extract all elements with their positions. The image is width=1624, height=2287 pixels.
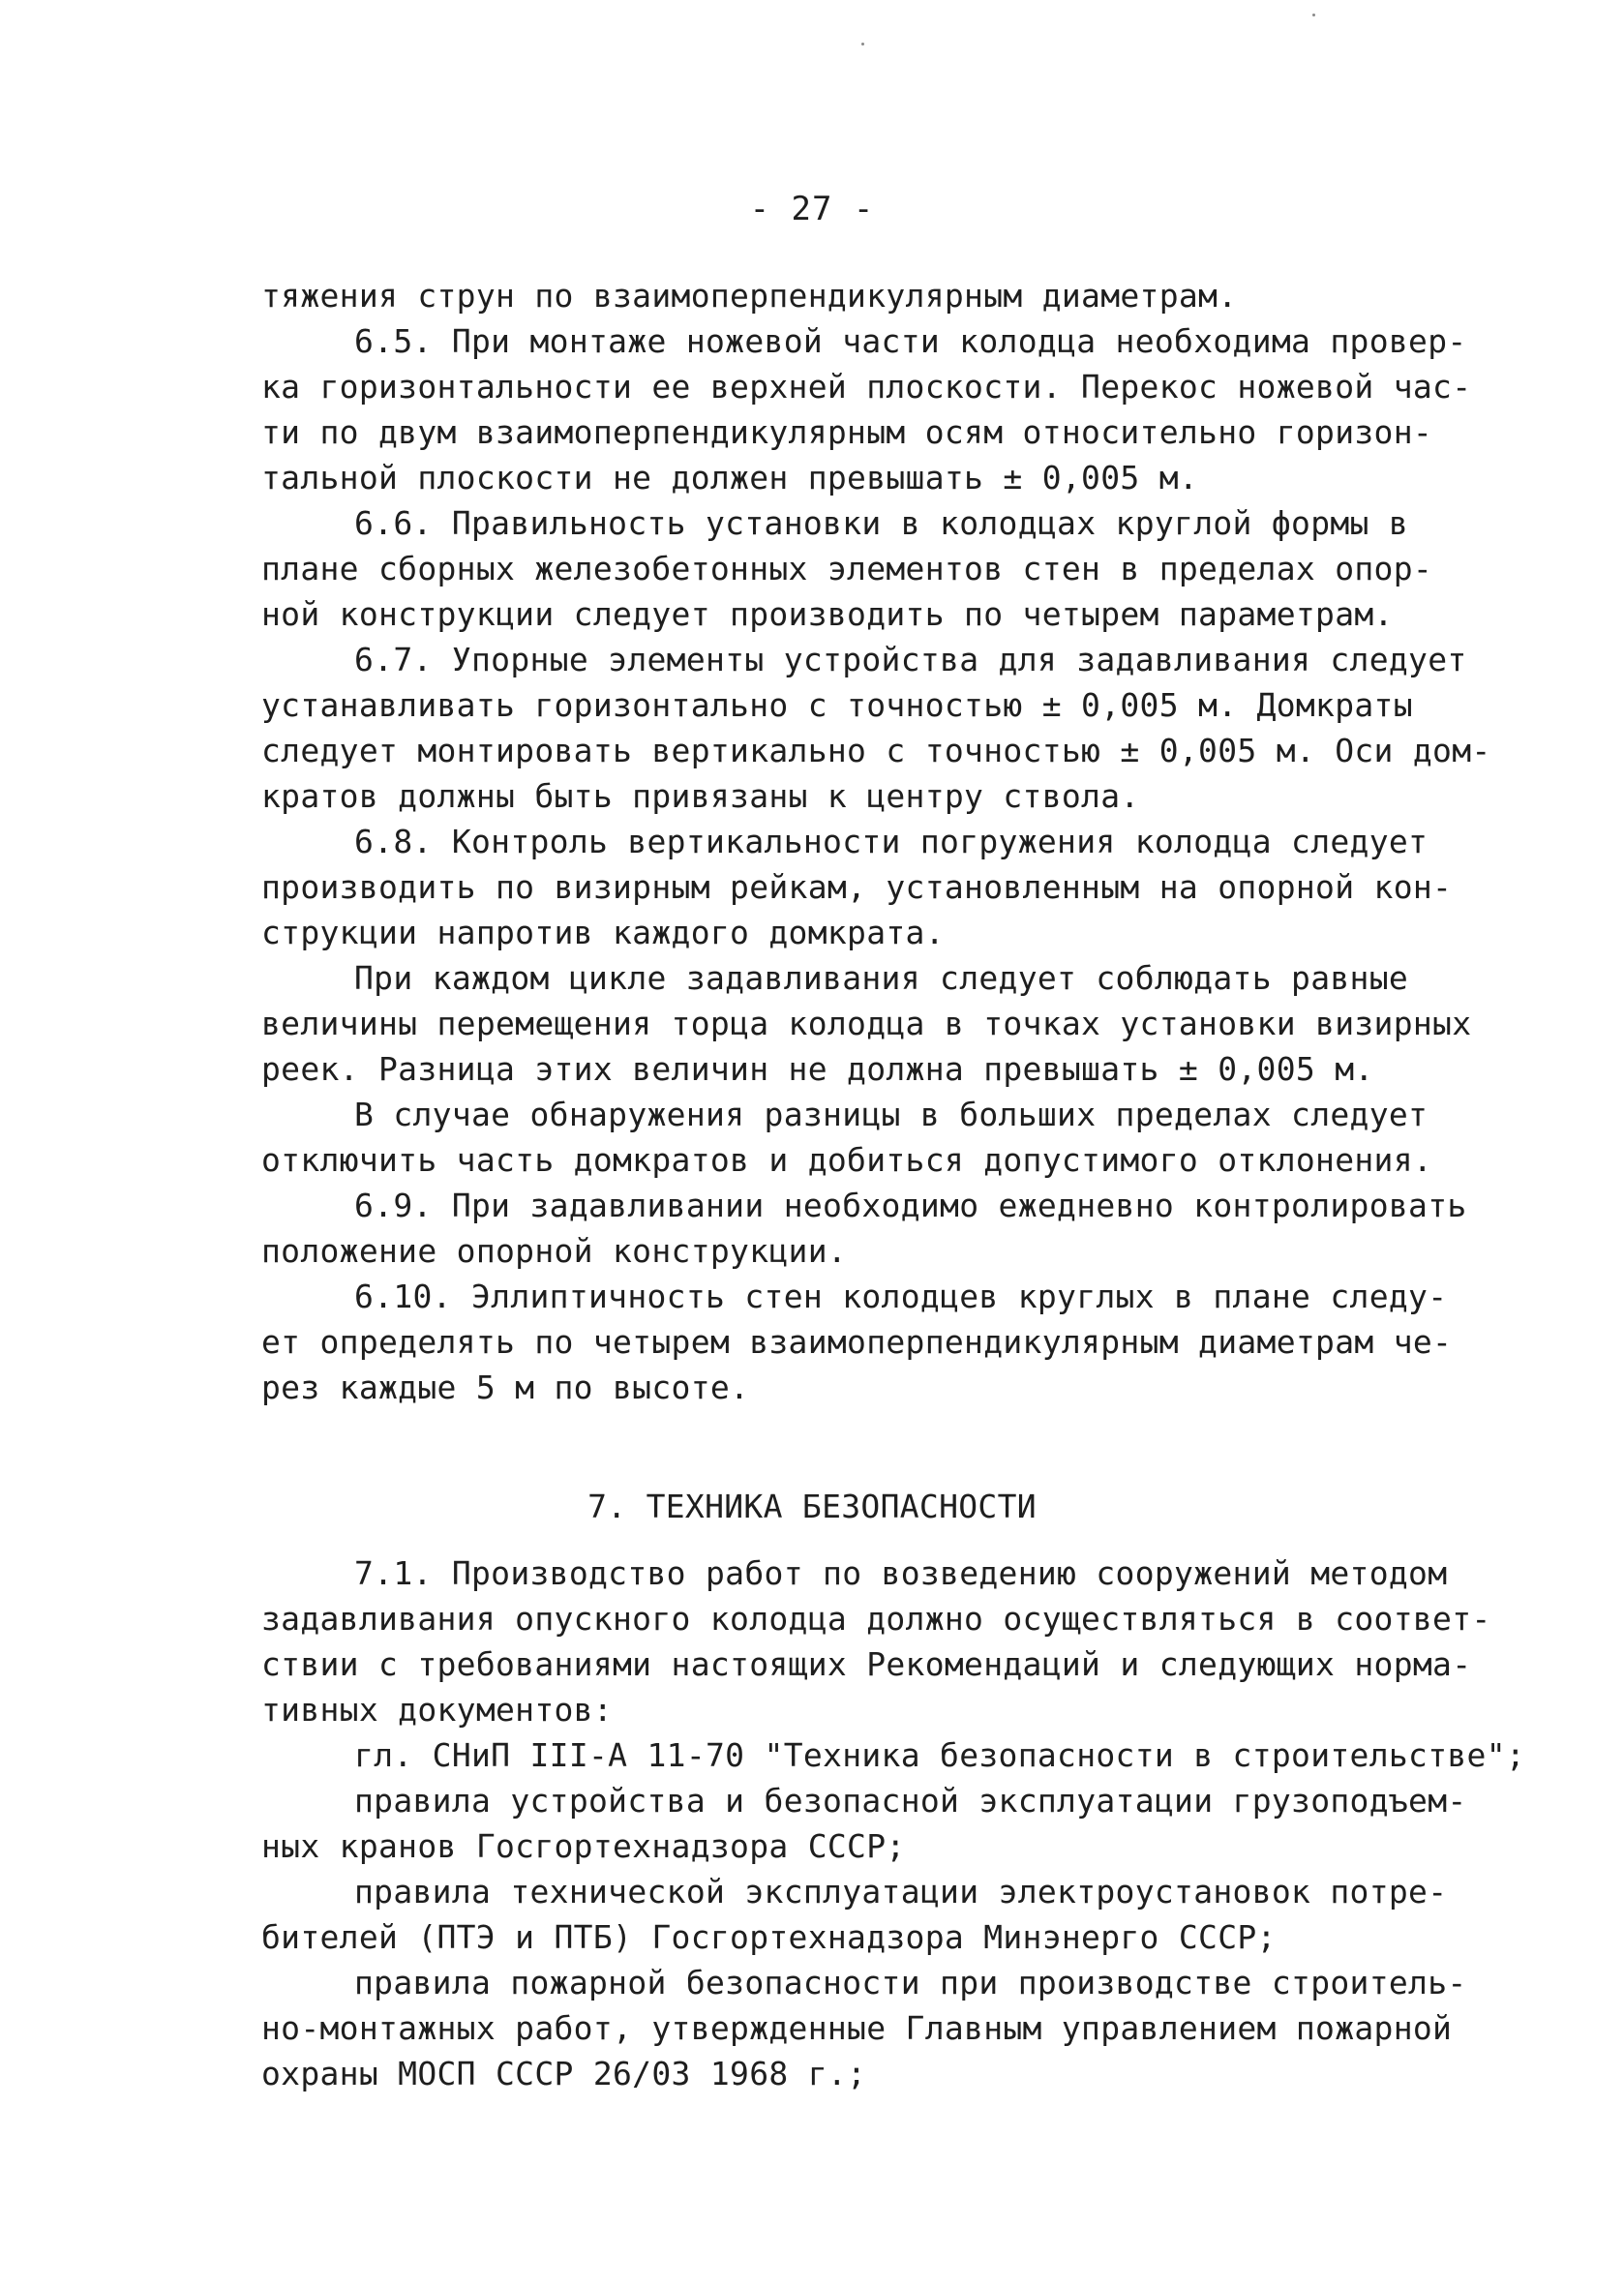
text-line: рез каждые 5 м по высоте. <box>261 1369 750 1406</box>
text-line: задавливания опускного колодца должно осуществляться в соответ- <box>261 1600 1491 1638</box>
text-line: 6.9. При задавливании необходимо ежедневно контролировать <box>354 1187 1467 1224</box>
text-line: ти по двум взаимоперпендикулярным осям относительно горизон- <box>261 413 1433 451</box>
text-line: ной конструкции следует производить по четырем параметрам. <box>261 595 1394 633</box>
section-7-heading: 7. ТЕХНИКА БЕЗОПАСНОСТИ <box>587 1488 1037 1525</box>
text-line: устанавливать горизонтально с точностью ± 0,005 м. Домкраты <box>261 686 1413 724</box>
text-line: кратов должны быть привязаны к центру ствола. <box>261 777 1140 815</box>
text-line: но-монтажных работ, утвержденные Главным управлением пожарной <box>261 2009 1453 2047</box>
scan-speck <box>861 43 864 45</box>
page-number: - 27 - <box>749 190 875 228</box>
text-line: положение опорной конструкции. <box>261 1232 848 1270</box>
text-line: следует монтировать вертикально с точностью ± 0,005 м. Оси дом- <box>261 732 1491 769</box>
text-line: бителей (ПТЭ и ПТБ) Госгортехнадзора Минэнерго СССР; <box>261 1918 1277 1956</box>
text-line: 6.7. Упорные элементы устройства для задавливания следует <box>354 641 1467 678</box>
text-line: правила технической эксплуатации электроустановок потре- <box>354 1873 1448 1911</box>
text-line: тальной плоскости не должен превышать ± 0,005 м. <box>261 459 1199 497</box>
text-line: ных кранов Госгортехнадзора СССР; <box>261 1827 906 1865</box>
text-line: величины перемещения торца колодца в точках установки визирных <box>261 1005 1472 1042</box>
text-line: ет определять по четырем взаимоперпендикулярным диаметрам че- <box>261 1323 1453 1361</box>
text-line: правила пожарной безопасности при производстве строитель- <box>354 1964 1467 2001</box>
text-line: тивных документов: <box>261 1691 614 1729</box>
text-line: реек. Разница этих величин не должна превышать ± 0,005 м. <box>261 1050 1374 1088</box>
text-line: В случае обнаружения разницы в больших пределах следует <box>354 1096 1429 1133</box>
text-line: гл. СНиП III-А 11-70 "Техника безопасности в строительстве"; <box>354 1736 1526 1774</box>
text-line: 6.10. Эллиптичность стен колодцев круглых в плане следу- <box>354 1278 1448 1315</box>
text-line: тяжения струн по взаимоперпендикулярным диаметрам. <box>261 277 1238 315</box>
text-line: ка горизонтальности ее верхней плоскости. Перекос ножевой час- <box>261 368 1472 406</box>
section-6-body <box>261 273 1491 1410</box>
text-line: охраны МОСП СССР 26/03 1968 г.; <box>261 2055 867 2092</box>
text-line: отключить часть домкратов и добиться допустимого отклонения. <box>261 1141 1433 1179</box>
text-line: плане сборных железобетонных элементов стен в пределах опор- <box>261 550 1433 587</box>
text-line: струкции напротив каждого домкрата. <box>261 914 945 951</box>
text-line: 7.1. Производство работ по возведению сооружений методом <box>354 1554 1448 1592</box>
text-line: ствии с требованиями настоящих Рекомендаций и следующих норма- <box>261 1645 1472 1683</box>
text-line: правила устройства и безопасной эксплуатации грузоподъем- <box>354 1782 1467 1820</box>
text-line: 6.5. При монтаже ножевой части колодца необходима провер- <box>354 322 1467 360</box>
section-7-body <box>261 1550 1526 2096</box>
text-line: При каждом цикле задавливания следует соблюдать равные <box>354 959 1409 997</box>
text-line: 6.6. Правильность установки в колодцах круглой формы в <box>354 504 1409 542</box>
scan-speck <box>1312 14 1315 16</box>
text-line: 6.8. Контроль вертикальности погружения колодца следует <box>354 823 1429 860</box>
text-line: производить по визирным рейкам, установленным на опорной кон- <box>261 868 1453 906</box>
